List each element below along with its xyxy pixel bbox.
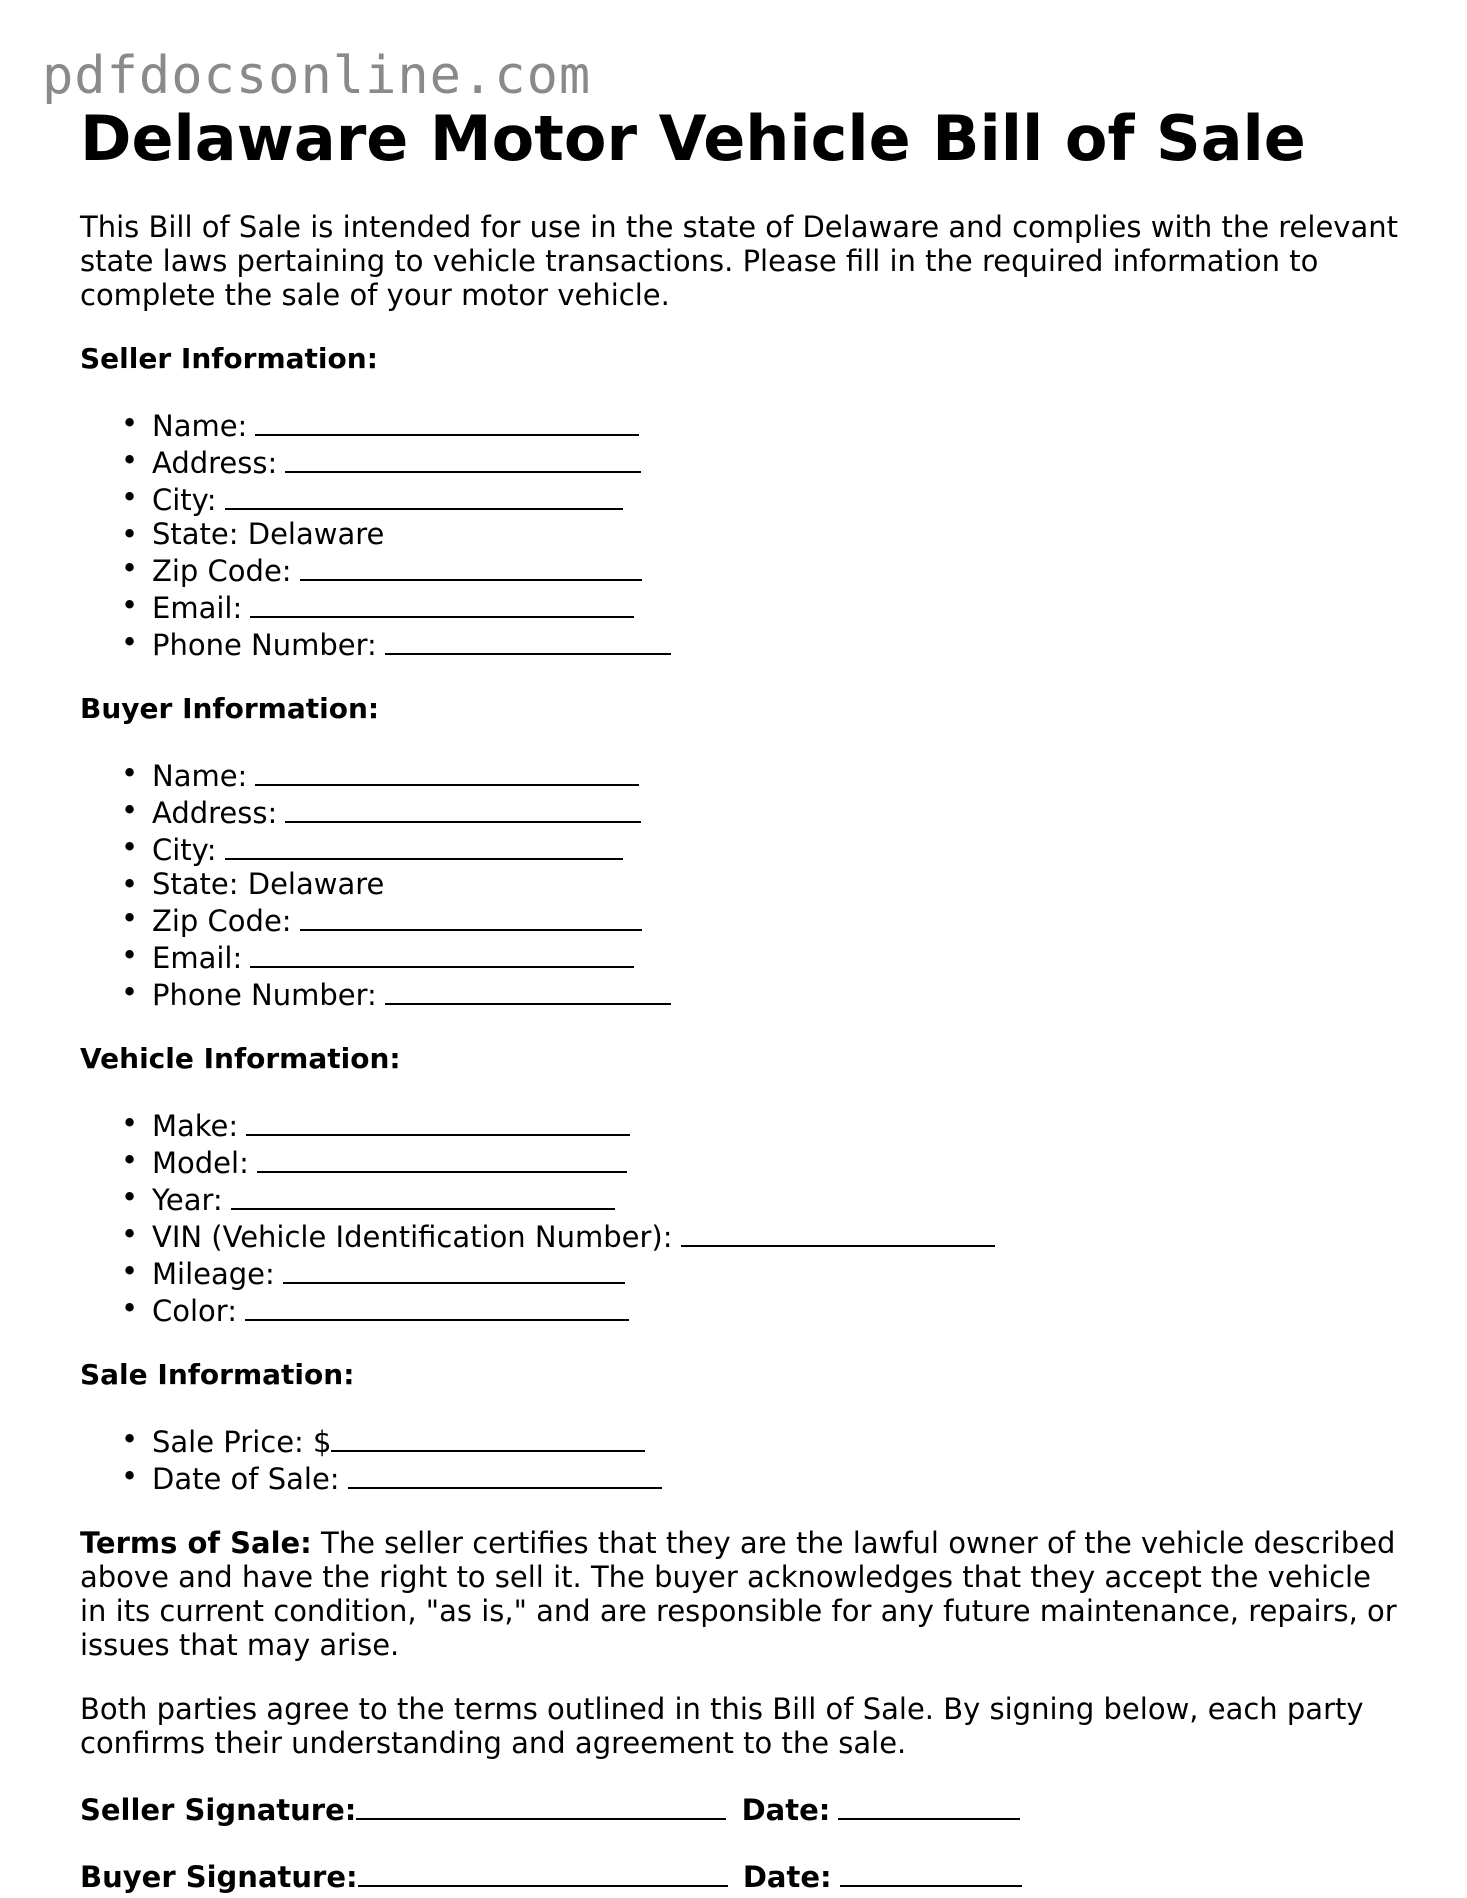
buyer-date-label: Date: [742,1860,832,1894]
field-label: Name: [152,409,248,443]
document-page [80,104,1400,1894]
seller-address-field[interactable] [285,443,641,473]
buyer-address-field[interactable] [285,793,641,823]
field-label: City: [152,833,217,867]
terms-text: The seller certifies that they are the lawful owner of the vehicle described above and have the right to sell it. The buyer acknowledges that they accept the vehicle in its current condition, "as is," and are responsible for any future maintenance, repairs, or issues that may arise. [80,1526,1397,1662]
seller-signature-row [80,1790,1400,1827]
sale-date-item [152,1459,1400,1496]
vehicle-mileage-field[interactable] [283,1254,625,1284]
buyer-zip-field[interactable] [300,901,642,931]
vehicle-list [80,1106,1400,1328]
field-label: City: [152,483,217,517]
page-title: Delaware Motor Vehicle Bill of Sale [80,102,1306,175]
watermark: pdfdocsonline.com [42,46,592,106]
agreement-paragraph: Both parties agree to the terms outlined in this Bill of Sale. By signing below, each party confirms their understanding and agreement to the sale. [80,1692,1364,1760]
seller-name-field[interactable] [255,406,639,436]
field-label: State: Delaware [152,867,385,901]
seller-email-field[interactable] [250,588,634,618]
seller-email-item [152,588,1400,625]
field-label: State: Delaware [152,517,385,551]
seller-signature-field[interactable] [356,1790,726,1820]
buyer-signature-field[interactable] [358,1857,728,1887]
seller-zip-field[interactable] [300,551,642,581]
vehicle-year-item [152,1180,1400,1217]
buyer-date-field[interactable] [840,1857,1022,1887]
seller-signature-label: Seller Signature: [80,1793,357,1827]
intro-paragraph: This Bill of Sale is intended for use in the state of Delaware and complies with the relevant state laws pertaining to vehicle transactions. Please fill in the required information to complete the sale of your motor vehicle. [80,210,1398,312]
buyer-state-item [152,867,1400,901]
seller-heading: Seller Information: [80,342,378,375]
vehicle-color-field[interactable] [245,1291,629,1321]
buyer-city-field[interactable] [225,830,623,860]
buyer-list [80,756,1400,1012]
seller-date-field[interactable] [838,1790,1020,1820]
field-label: Address: [152,446,278,480]
buyer-signature-row [80,1857,1400,1894]
field-label: Model: [152,1146,249,1180]
field-label: Zip Code: [152,554,292,588]
field-label: Name: [152,759,248,793]
field-label: Address: [152,796,278,830]
vehicle-make-field[interactable] [246,1106,630,1136]
seller-list [80,406,1400,662]
vehicle-model-field[interactable] [257,1143,627,1173]
seller-address-item [152,443,1400,480]
seller-date-label: Date: [741,1793,831,1827]
seller-city-item [152,480,1400,517]
buyer-phone-item [152,975,1400,1012]
field-label: Phone Number: [152,978,377,1012]
buyer-name-item [152,756,1400,793]
buyer-signature-label: Buyer Signature: [80,1860,358,1894]
vehicle-model-item [152,1143,1400,1180]
seller-city-field[interactable] [225,480,623,510]
terms-label: Terms of Sale: [80,1526,312,1560]
seller-name-item [152,406,1400,443]
buyer-name-field[interactable] [255,756,639,786]
field-label: Color: [152,1294,237,1328]
sale-heading: Sale Information: [80,1358,355,1391]
field-label: Phone Number: [152,628,377,662]
vehicle-mileage-item [152,1254,1400,1291]
field-label: VIN (Vehicle Identification Number): [152,1220,673,1254]
sale-list [80,1422,1400,1496]
field-label: Year: [152,1183,223,1217]
buyer-address-item [152,793,1400,830]
vehicle-vin-item [152,1217,1400,1254]
buyer-zip-item [152,901,1400,938]
seller-zip-item [152,551,1400,588]
field-label: Sale Price: $ [152,1425,332,1459]
field-label: Email: [152,591,243,625]
seller-phone-field[interactable] [385,625,671,655]
field-label: Make: [152,1109,239,1143]
buyer-email-field[interactable] [250,938,634,968]
seller-phone-item [152,625,1400,662]
vehicle-vin-field[interactable] [681,1217,995,1247]
field-label: Email: [152,941,243,975]
seller-state-item [152,517,1400,551]
buyer-phone-field[interactable] [385,975,671,1005]
terms-paragraph [80,1526,1400,1662]
vehicle-heading: Vehicle Information: [80,1042,401,1075]
field-label: Date of Sale: [152,1462,340,1496]
buyer-email-item [152,938,1400,975]
vehicle-year-field[interactable] [231,1180,615,1210]
vehicle-color-item [152,1291,1400,1328]
buyer-heading: Buyer Information: [80,692,380,725]
vehicle-make-item [152,1106,1400,1143]
buyer-city-item [152,830,1400,867]
sale-price-field[interactable] [331,1422,645,1452]
field-label: Mileage: [152,1257,275,1291]
sale-price-item [152,1422,1400,1459]
sale-date-field[interactable] [348,1459,662,1489]
field-label: Zip Code: [152,904,292,938]
